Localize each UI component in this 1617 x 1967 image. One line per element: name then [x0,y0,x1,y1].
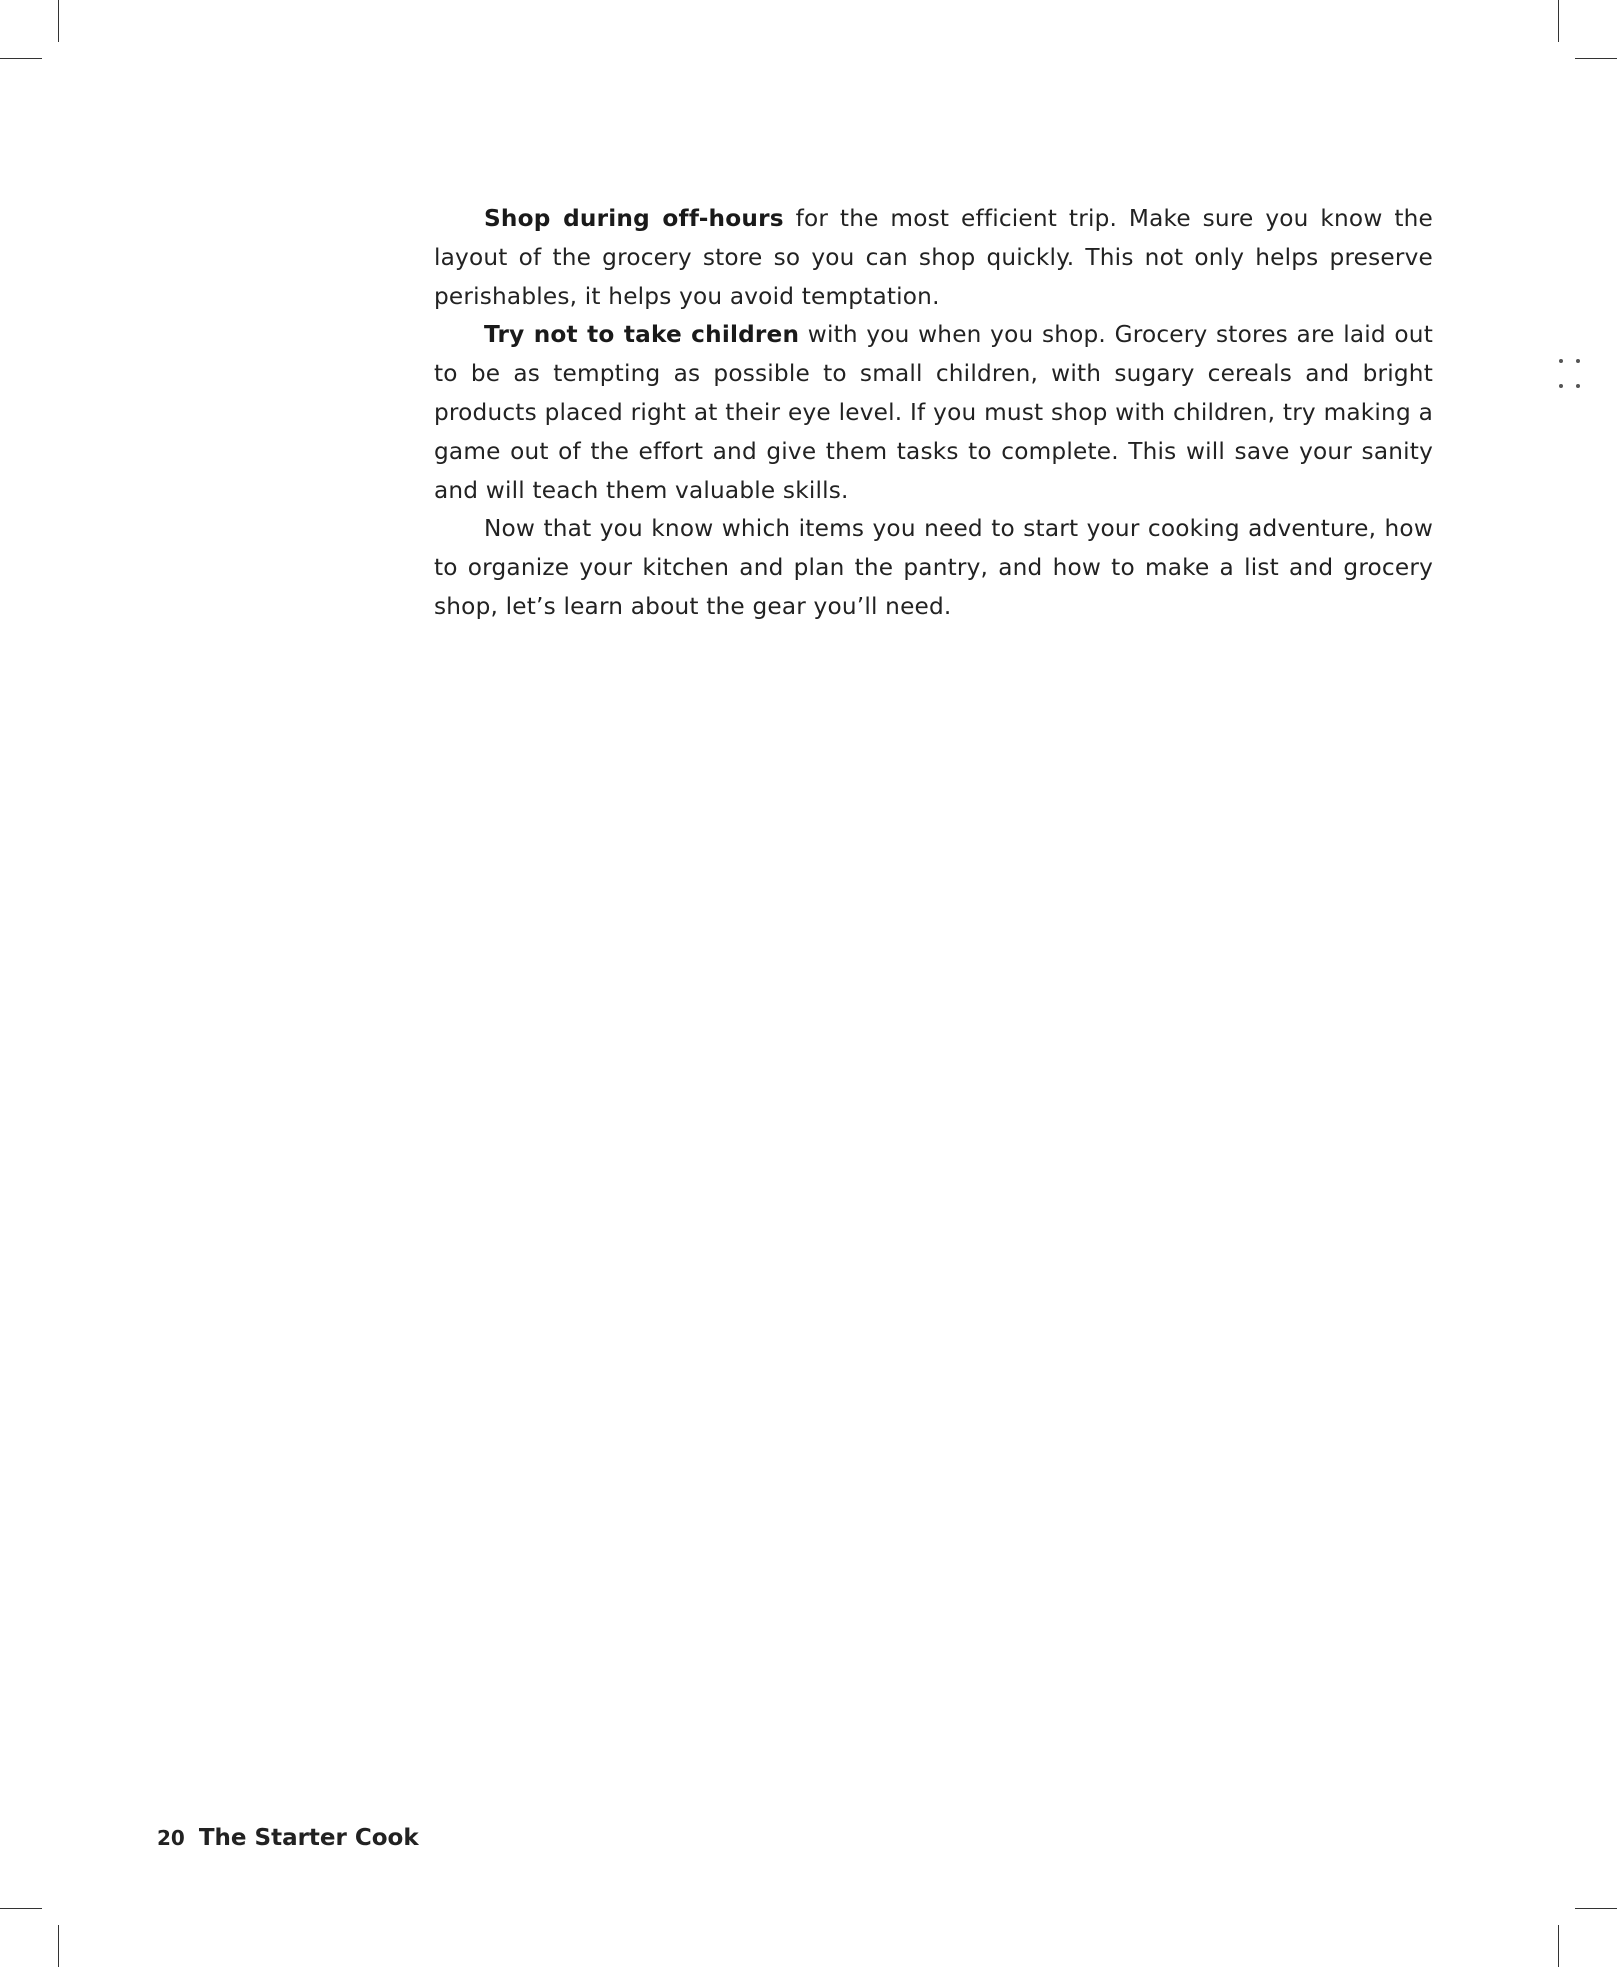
crop-mark-bottom-right-vertical [1558,1925,1559,1967]
paragraph-text: for the most efficient trip. Make sure you know the layout of the grocery store so you can shop quickly. This not only helps preserve perishables, it helps you avoid temptation. [434,205,1433,310]
crop-mark-bottom-left-vertical [58,1925,59,1967]
paragraph-text: with you when you shop. Grocery stores are laid out to be as tempting as possible to small children, with sugary cereals and bright products placed right at their eye level. If you must shop with children, try making a game out of the effort and give them tasks to complete. This will save your sanity and will teach them valuable skills. [434,321,1433,504]
page-footer [157,1823,419,1853]
registration-dot [1576,384,1580,388]
registration-dot [1559,384,1563,388]
paragraph-lead: Shop during off-hours [484,205,784,232]
page-number: 20 [157,1826,185,1850]
paragraph-no-children [434,316,1433,510]
crop-mark-top-right-horizontal [1575,58,1617,59]
crop-mark-top-right-vertical [1558,0,1559,42]
paragraph-conclusion [434,510,1433,626]
paragraph-lead: Try not to take children [484,321,800,349]
body-text [434,200,1433,627]
crop-mark-top-left-horizontal [0,58,42,59]
book-title: The Starter Cook [198,1825,419,1851]
registration-dot [1576,359,1580,363]
crop-mark-top-left-vertical [58,0,59,42]
paragraph-shop-off-hours [434,200,1433,316]
registration-marks [1556,357,1586,391]
paragraph-text: Now that you know which items you need to start your cooking adventure, how to organize your kitchen and plan the pantry, and how to make a list and grocery shop, let’s learn about the gear you’ll need. [434,515,1433,620]
registration-dot [1559,359,1563,363]
crop-mark-bottom-right-horizontal [1575,1908,1617,1909]
crop-mark-bottom-left-horizontal [0,1908,42,1909]
